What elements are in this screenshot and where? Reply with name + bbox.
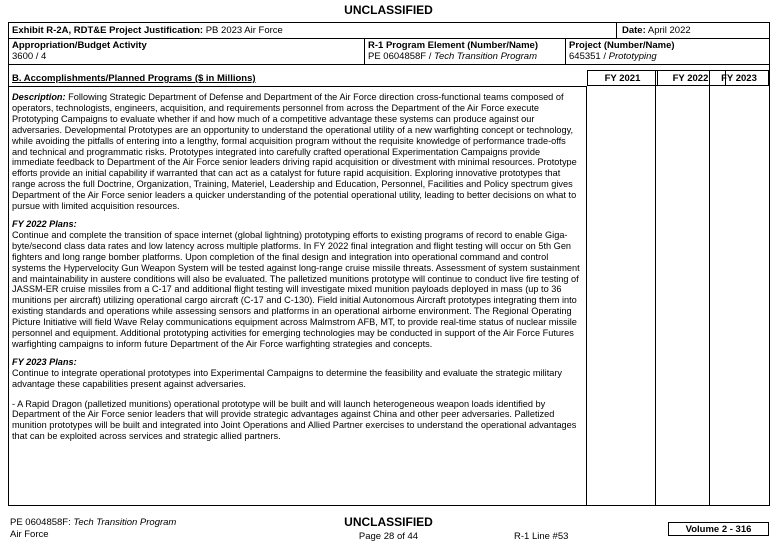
- project-label: Project (Number/Name): [569, 40, 675, 51]
- footer-service: Air Force: [10, 529, 49, 540]
- section-title: B. Accomplishments/Planned Programs ($ in Millions): [12, 73, 256, 84]
- classification-banner-bottom: UNCLASSIFIED: [344, 515, 433, 529]
- description-text: Following Strategic Department of Defense and Department of the Air Force direction cross-functional teams composed of operators, technologists, engineers, acquisition, and requirements personnel from across the Department of the Air Force execute Prototyping Campaigns to evaluate whether if and how much of a competitive advantage these systems can produce against our adversaries. Developmental Prototypes are an opportunity to understand the operational utility of a new warfighting concept or technology, while avoiding the pitfalls of entering into a lengthy, formal acquisition program without the requisite knowledge of performance trade-offs and technical and programmatic risks. Prototypes integrated into carefully crafted operational Experimentation Campaigns provide immediate feedback to Department of the Air Force senior leaders driving rapid acquisition or divestment with minimal resources. Prototype efforts provide an initial capability if warranted that can act as a catalyst for future rapid acquisition. Exploring innovative prototypes that range across the full Doctrine, Organization, Training, Materiel, Leadership and Education, Personnel, Facilities and Policy spectrum gives Department of the Air Force senior leaders a quicker understanding of the potential operational utility, leading to better decisions on what to pursue with limited acquisition resources.: [12, 92, 577, 212]
- column-divider: [709, 86, 710, 506]
- r1-program-element-cell: [364, 39, 565, 64]
- appropriation-cell: [9, 39, 364, 64]
- classification-banner-top: UNCLASSIFIED: [344, 3, 433, 17]
- fy2023-plans: [12, 357, 583, 390]
- project-number: 645351 /: [569, 51, 606, 62]
- accomplishments-body: [9, 86, 769, 506]
- fy2023-text: Continue to integrate operational prototypes into Experimental Campaigns to determine the feasibility and evaluate the strategic military advantage these capabilities present against adversaries.: [12, 367, 563, 389]
- exhibit-detail: PB 2023 Air Force: [203, 25, 283, 36]
- project-cell: [565, 39, 769, 64]
- exhibit-table: [8, 22, 770, 506]
- page-number: Page 28 of 44: [358, 531, 419, 542]
- footer-pe-number: PE 0604858F:: [10, 517, 71, 528]
- footer-program-info: [10, 517, 176, 541]
- date-value: April 2022: [645, 25, 691, 36]
- appropriation-label: Appropriation/Budget Activity: [12, 40, 147, 51]
- column-divider: [655, 86, 656, 506]
- project-name: Prototyping: [605, 51, 657, 62]
- r1-line-number: R-1 Line #53: [514, 531, 569, 542]
- exhibit-label: Exhibit R-2A, RDT&E Project Justification:: [12, 25, 204, 36]
- section-header-row: [9, 70, 769, 87]
- accomplishments-text: [9, 86, 587, 506]
- r1-number: PE 0604858F /: [368, 51, 432, 62]
- r1-label: R-1 Program Element (Number/Name): [368, 40, 538, 51]
- r1-name: Tech Transition Program: [431, 51, 537, 62]
- fy-2022-header: FY 2022: [655, 70, 726, 86]
- description-paragraph: [12, 92, 583, 212]
- fy2023-rapid-dragon: [12, 399, 583, 443]
- fy2023-text-2: - A Rapid Dragon (palletized munitions) operational prototype will be built and will launch heterogeneous weapon loads identified by Department of the Air Force senior leaders that will provide strategic advantages against China and other peer adversaries. Palletized munition prototypes will be built and integrated into Joint Operations and Allied Partner exercises to understand the operational advantages that can be exploited across services and strategic allied partners.: [12, 398, 577, 442]
- date-label: Date:: [622, 25, 646, 36]
- program-info-row: [9, 39, 769, 65]
- fy2023-label: FY 2023 Plans:: [12, 356, 77, 367]
- fy-2021-header: FY 2021: [587, 70, 658, 86]
- appropriation-value: 3600 / 4: [12, 51, 47, 62]
- volume-box: Volume 2 - 316: [668, 522, 769, 536]
- footer-pe-name: Tech Transition Program: [70, 517, 177, 528]
- fy2022-text: Continue and complete the transition of space internet (global lightning) prototyping efforts to existing programs of record to enable Giga-byte/second class data rates and low latency across multiple platforms. In FY 2022 final integration and flight testing will occur on 5th Gen fighters and long range bomber platforms. Upon completion of the final design and integration into operational command and control systems the Hypervelocity Gun Weapon System will be tested against long-range cruise missile threats. Assessment of system sustainment and maintainability in austere conditions will also be evaluated. The palletized munitions prototype will continue to conduct live fire testing of JASSM-ER cruise missiles from a C-17 and additional flight testing will investigate mixed munition payloads deployed in mass (up to 36 munitions per aircraft) utilizing operational cargo aircraft (C-17 and C-130). Field initial Autonomous Aircraft prototypes integrating them into existing standards and operations while assessing sensors and platforms in an operational airborne environment. The Regional Operating Picture Initiative will field Wave Relay communications equipment across Malmstrom AFB, MT, to provide real-time status of nuclear missile personnel and equipment. Additional prototyping activities for emerging technologies may be conducted in support of the Air Force Futures warfighting campaigns to inform future Department of the Air Force warfighting strategies and concepts.: [12, 229, 580, 349]
- fy2022-label: FY 2022 Plans:: [12, 218, 77, 229]
- exhibit-title: [12, 25, 283, 36]
- date-cell: [616, 23, 769, 38]
- description-label: Description:: [12, 92, 66, 102]
- fy2022-plans: [12, 219, 583, 350]
- fy-2023-header: FY 2023: [709, 70, 769, 86]
- exhibit-header-row: [9, 23, 769, 39]
